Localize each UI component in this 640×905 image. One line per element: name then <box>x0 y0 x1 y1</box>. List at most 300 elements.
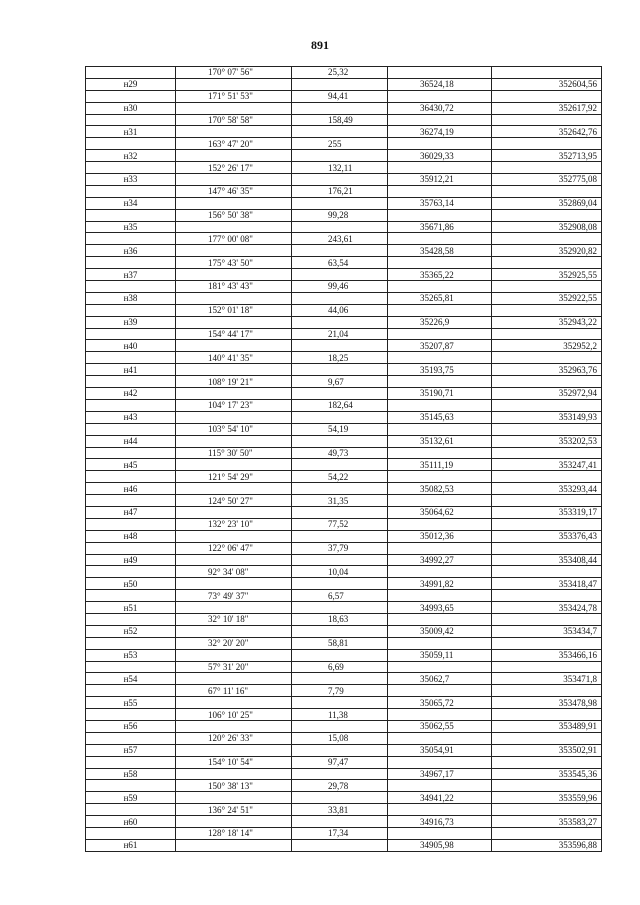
cell-point: н50 <box>86 578 176 590</box>
cell-x <box>388 804 492 816</box>
cell-angle: 121° 54' 29" <box>176 471 292 483</box>
cell-point: н29 <box>86 78 176 90</box>
cell-point <box>86 352 176 364</box>
cell-angle <box>176 625 292 637</box>
cell-angle: 104° 17' 23" <box>176 399 292 411</box>
cell-y: 353424,78 <box>492 602 602 614</box>
cell-point <box>86 376 176 388</box>
cell-y <box>492 304 602 316</box>
cell-point: н37 <box>86 269 176 281</box>
cell-y <box>492 352 602 364</box>
cell-point: н32 <box>86 150 176 162</box>
cell-point <box>86 138 176 150</box>
cell-x: 34993,65 <box>388 602 492 614</box>
cell-angle: 177° 00' 08" <box>176 233 292 245</box>
table-row <box>86 67 602 79</box>
table-row <box>86 637 602 649</box>
cell-angle <box>176 388 292 400</box>
cell-x <box>388 304 492 316</box>
cell-x: 35082,53 <box>388 483 492 495</box>
cell-x <box>388 471 492 483</box>
cell-x <box>388 732 492 744</box>
cell-distance <box>292 697 388 709</box>
cell-point: н44 <box>86 435 176 447</box>
cell-distance <box>292 720 388 732</box>
cell-angle <box>176 197 292 209</box>
cell-y <box>492 423 602 435</box>
cell-distance <box>292 673 388 685</box>
cell-y <box>492 399 602 411</box>
cell-angle <box>176 768 292 780</box>
cell-angle <box>176 316 292 328</box>
cell-angle <box>176 78 292 90</box>
cell-point <box>86 542 176 554</box>
cell-x: 35145,63 <box>388 411 492 423</box>
table-row <box>86 257 602 269</box>
cell-y: 353471,8 <box>492 673 602 685</box>
cell-x: 36029,33 <box>388 150 492 162</box>
cell-distance: 94,41 <box>292 90 388 102</box>
table-row <box>86 174 602 186</box>
cell-y: 353376,43 <box>492 530 602 542</box>
cell-point: н40 <box>86 340 176 352</box>
cell-y: 353202,53 <box>492 435 602 447</box>
cell-angle: 120° 26' 33" <box>176 732 292 744</box>
cell-y: 352713,95 <box>492 150 602 162</box>
cell-distance <box>292 150 388 162</box>
table-row <box>86 459 602 471</box>
cell-x <box>388 637 492 649</box>
table-row <box>86 828 602 840</box>
cell-y <box>492 257 602 269</box>
cell-angle: 140° 41' 35" <box>176 352 292 364</box>
cell-distance: 21,04 <box>292 328 388 340</box>
cell-distance: 97,47 <box>292 756 388 768</box>
cell-x <box>388 162 492 174</box>
cell-angle <box>176 649 292 661</box>
cell-x <box>388 114 492 126</box>
table-row <box>86 411 602 423</box>
cell-x <box>388 90 492 102</box>
cell-y <box>492 233 602 245</box>
table-row <box>86 804 602 816</box>
cell-point: н47 <box>86 506 176 518</box>
cell-angle <box>176 602 292 614</box>
table-row <box>86 578 602 590</box>
cell-x: 34991,82 <box>388 578 492 590</box>
cell-y: 353478,98 <box>492 697 602 709</box>
cell-distance <box>292 269 388 281</box>
table-row <box>86 185 602 197</box>
cell-point: н53 <box>86 649 176 661</box>
cell-point <box>86 67 176 79</box>
table-row <box>86 518 602 530</box>
cell-point: н56 <box>86 720 176 732</box>
cell-distance <box>292 768 388 780</box>
cell-x: 35132,61 <box>388 435 492 447</box>
cell-y <box>492 590 602 602</box>
cell-x: 35111,19 <box>388 459 492 471</box>
cell-angle: 170° 58' 58" <box>176 114 292 126</box>
cell-angle <box>176 673 292 685</box>
cell-distance: 132,11 <box>292 162 388 174</box>
cell-y: 352963,76 <box>492 364 602 376</box>
cell-angle <box>176 459 292 471</box>
cell-y: 352908,08 <box>492 221 602 233</box>
cell-angle <box>176 816 292 828</box>
cell-angle <box>176 483 292 495</box>
cell-y <box>492 661 602 673</box>
table-row <box>86 197 602 209</box>
table-row <box>86 221 602 233</box>
cell-point: н42 <box>86 388 176 400</box>
table-row <box>86 90 602 102</box>
cell-angle: 128° 18' 14" <box>176 828 292 840</box>
table-row <box>86 673 602 685</box>
cell-distance <box>292 126 388 138</box>
cell-distance <box>292 316 388 328</box>
cell-angle <box>176 792 292 804</box>
cell-point: н55 <box>86 697 176 709</box>
cell-distance: 99,46 <box>292 281 388 293</box>
cell-y: 352943,22 <box>492 316 602 328</box>
cell-y: 353489,91 <box>492 720 602 732</box>
table-row <box>86 732 602 744</box>
cell-y: 352617,92 <box>492 102 602 114</box>
cell-x: 35062,55 <box>388 720 492 732</box>
cell-angle <box>176 364 292 376</box>
cell-point: н34 <box>86 197 176 209</box>
cell-x <box>388 328 492 340</box>
cell-angle: 136° 24' 51" <box>176 804 292 816</box>
cell-y: 353319,17 <box>492 506 602 518</box>
table-row <box>86 150 602 162</box>
cell-point <box>86 233 176 245</box>
cell-angle <box>176 245 292 257</box>
table-row <box>86 542 602 554</box>
cell-y <box>492 376 602 388</box>
cell-point <box>86 185 176 197</box>
cell-point <box>86 447 176 459</box>
cell-distance <box>292 530 388 542</box>
cell-x: 35226,9 <box>388 316 492 328</box>
cell-distance: 25,32 <box>292 67 388 79</box>
cell-point: н31 <box>86 126 176 138</box>
cell-x <box>388 518 492 530</box>
table-row <box>86 756 602 768</box>
cell-distance: 7,79 <box>292 685 388 697</box>
cell-x <box>388 281 492 293</box>
cell-x: 35428,58 <box>388 245 492 257</box>
cell-point <box>86 162 176 174</box>
cell-point: н54 <box>86 673 176 685</box>
table-row <box>86 506 602 518</box>
cell-x <box>388 756 492 768</box>
cell-point: н49 <box>86 554 176 566</box>
cell-x <box>388 423 492 435</box>
cell-y <box>492 67 602 79</box>
table-row <box>86 816 602 828</box>
cell-point: н46 <box>86 483 176 495</box>
cell-distance <box>292 483 388 495</box>
table-row <box>86 399 602 411</box>
cell-x: 35065,72 <box>388 697 492 709</box>
cell-distance <box>292 411 388 423</box>
cell-x: 35912,21 <box>388 174 492 186</box>
cell-y: 352922,55 <box>492 292 602 304</box>
cell-point <box>86 590 176 602</box>
cell-y: 353293,44 <box>492 483 602 495</box>
table-row <box>86 495 602 507</box>
cell-distance: 6,57 <box>292 590 388 602</box>
cell-angle: 92° 34' 08" <box>176 566 292 578</box>
table-row <box>86 554 602 566</box>
cell-x: 35763,14 <box>388 197 492 209</box>
table-row <box>86 269 602 281</box>
cell-y <box>492 471 602 483</box>
cell-distance: 6,69 <box>292 661 388 673</box>
cell-distance: 49,73 <box>292 447 388 459</box>
cell-angle: 175° 43' 50" <box>176 257 292 269</box>
cell-x <box>388 685 492 697</box>
cell-y <box>492 685 602 697</box>
cell-angle: 154° 10' 54" <box>176 756 292 768</box>
table-row <box>86 162 602 174</box>
cell-distance <box>292 649 388 661</box>
table-row <box>86 685 602 697</box>
table-row <box>86 590 602 602</box>
cell-x: 35054,91 <box>388 744 492 756</box>
cell-y: 352972,94 <box>492 388 602 400</box>
cell-distance <box>292 625 388 637</box>
cell-point <box>86 518 176 530</box>
cell-x: 35207,87 <box>388 340 492 352</box>
table-row <box>86 138 602 150</box>
cell-y <box>492 209 602 221</box>
cell-angle: 170° 07' 56" <box>176 67 292 79</box>
cell-y <box>492 328 602 340</box>
cell-angle: 67° 11' 16" <box>176 685 292 697</box>
cell-angle: 150° 38' 13" <box>176 780 292 792</box>
cell-angle <box>176 292 292 304</box>
cell-y <box>492 828 602 840</box>
cell-point <box>86 495 176 507</box>
cell-angle: 171° 51' 53" <box>176 90 292 102</box>
cell-angle: 132° 23' 10" <box>176 518 292 530</box>
cell-y <box>492 447 602 459</box>
cell-distance <box>292 340 388 352</box>
cell-y: 352775,08 <box>492 174 602 186</box>
cell-x <box>388 185 492 197</box>
cell-y: 353408,44 <box>492 554 602 566</box>
cell-angle <box>176 506 292 518</box>
cell-point <box>86 399 176 411</box>
cell-distance: 63,54 <box>292 257 388 269</box>
table-row <box>86 649 602 661</box>
cell-distance <box>292 578 388 590</box>
cell-point: н57 <box>86 744 176 756</box>
cell-point: н58 <box>86 768 176 780</box>
cell-distance: 182,64 <box>292 399 388 411</box>
table-row <box>86 352 602 364</box>
table-row <box>86 364 602 376</box>
cell-x: 36274,19 <box>388 126 492 138</box>
cell-point <box>86 780 176 792</box>
cell-y <box>492 756 602 768</box>
table-row <box>86 709 602 721</box>
cell-distance <box>292 506 388 518</box>
cell-angle: 124° 50' 27" <box>176 495 292 507</box>
cell-y <box>492 162 602 174</box>
cell-y: 353559,96 <box>492 792 602 804</box>
cell-distance <box>292 602 388 614</box>
cell-distance <box>292 792 388 804</box>
cell-angle: 103° 54' 10" <box>176 423 292 435</box>
cell-angle: 57° 31' 20" <box>176 661 292 673</box>
table-row <box>86 78 602 90</box>
cell-point: н39 <box>86 316 176 328</box>
cell-x <box>388 709 492 721</box>
cell-y: 352925,55 <box>492 269 602 281</box>
cell-angle <box>176 839 292 851</box>
coordinates-table <box>85 66 602 852</box>
cell-distance: 37,79 <box>292 542 388 554</box>
cell-angle: 106° 10' 25" <box>176 709 292 721</box>
cell-angle: 156° 50' 38" <box>176 209 292 221</box>
cell-x: 36430,72 <box>388 102 492 114</box>
cell-x <box>388 780 492 792</box>
cell-angle <box>176 435 292 447</box>
cell-distance: 10,04 <box>292 566 388 578</box>
cell-point <box>86 114 176 126</box>
cell-distance: 77,52 <box>292 518 388 530</box>
cell-y: 353502,91 <box>492 744 602 756</box>
table-row <box>86 423 602 435</box>
table-row <box>86 245 602 257</box>
cell-angle: 147° 46' 35" <box>176 185 292 197</box>
cell-y <box>492 281 602 293</box>
table-row <box>86 530 602 542</box>
table-row <box>86 768 602 780</box>
cell-angle: 154° 44' 17" <box>176 328 292 340</box>
table-row <box>86 114 602 126</box>
cell-y: 353247,41 <box>492 459 602 471</box>
table-row <box>86 744 602 756</box>
table-row <box>86 780 602 792</box>
cell-point: н41 <box>86 364 176 376</box>
cell-point: н30 <box>86 102 176 114</box>
cell-distance: 176,21 <box>292 185 388 197</box>
table-row <box>86 292 602 304</box>
table-row <box>86 388 602 400</box>
cell-distance <box>292 174 388 186</box>
cell-point <box>86 685 176 697</box>
cell-point <box>86 709 176 721</box>
cell-x <box>388 257 492 269</box>
table-row <box>86 720 602 732</box>
cell-distance: 9,67 <box>292 376 388 388</box>
cell-distance <box>292 78 388 90</box>
cell-distance: 243,61 <box>292 233 388 245</box>
cell-point: н52 <box>86 625 176 637</box>
cell-angle <box>176 150 292 162</box>
cell-x: 35265,81 <box>388 292 492 304</box>
cell-angle: 152° 01' 18" <box>176 304 292 316</box>
cell-point <box>86 328 176 340</box>
cell-distance: 158,49 <box>292 114 388 126</box>
coordinates-table-body <box>86 67 602 852</box>
cell-angle <box>176 744 292 756</box>
table-row <box>86 102 602 114</box>
cell-y <box>492 138 602 150</box>
cell-x: 34992,27 <box>388 554 492 566</box>
cell-point <box>86 637 176 649</box>
cell-distance: 54,22 <box>292 471 388 483</box>
cell-point <box>86 566 176 578</box>
cell-point <box>86 257 176 269</box>
cell-x: 35671,86 <box>388 221 492 233</box>
cell-distance <box>292 102 388 114</box>
cell-point <box>86 732 176 744</box>
cell-y <box>492 613 602 625</box>
table-row <box>86 447 602 459</box>
cell-y <box>492 495 602 507</box>
cell-distance <box>292 245 388 257</box>
cell-angle: 32° 10' 18" <box>176 613 292 625</box>
cell-angle: 108° 19' 21" <box>176 376 292 388</box>
cell-distance: 11,38 <box>292 709 388 721</box>
table-row <box>86 435 602 447</box>
page-number: 891 <box>311 38 329 52</box>
cell-y <box>492 732 602 744</box>
cell-x: 35193,75 <box>388 364 492 376</box>
cell-y <box>492 780 602 792</box>
cell-angle <box>176 411 292 423</box>
cell-angle: 152° 26' 17" <box>176 162 292 174</box>
cell-point <box>86 209 176 221</box>
cell-x: 35059,11 <box>388 649 492 661</box>
cell-x: 35012,36 <box>388 530 492 542</box>
cell-point: н60 <box>86 816 176 828</box>
cell-y: 353596,88 <box>492 839 602 851</box>
cell-y: 353149,93 <box>492 411 602 423</box>
cell-x <box>388 67 492 79</box>
cell-point <box>86 471 176 483</box>
cell-y <box>492 90 602 102</box>
cell-x: 35365,22 <box>388 269 492 281</box>
cell-angle <box>176 126 292 138</box>
table-row <box>86 602 602 614</box>
cell-angle <box>176 340 292 352</box>
cell-x <box>388 352 492 364</box>
cell-angle <box>176 221 292 233</box>
cell-y <box>492 566 602 578</box>
cell-y: 353583,27 <box>492 816 602 828</box>
cell-x <box>388 566 492 578</box>
cell-point: н59 <box>86 792 176 804</box>
table-row <box>86 625 602 637</box>
cell-distance: 18,63 <box>292 613 388 625</box>
cell-x <box>388 661 492 673</box>
table-row <box>86 661 602 673</box>
cell-y: 352869,04 <box>492 197 602 209</box>
cell-point <box>86 90 176 102</box>
cell-x: 35062,7 <box>388 673 492 685</box>
cell-distance <box>292 435 388 447</box>
cell-distance <box>292 221 388 233</box>
cell-point: н61 <box>86 839 176 851</box>
cell-angle <box>176 269 292 281</box>
